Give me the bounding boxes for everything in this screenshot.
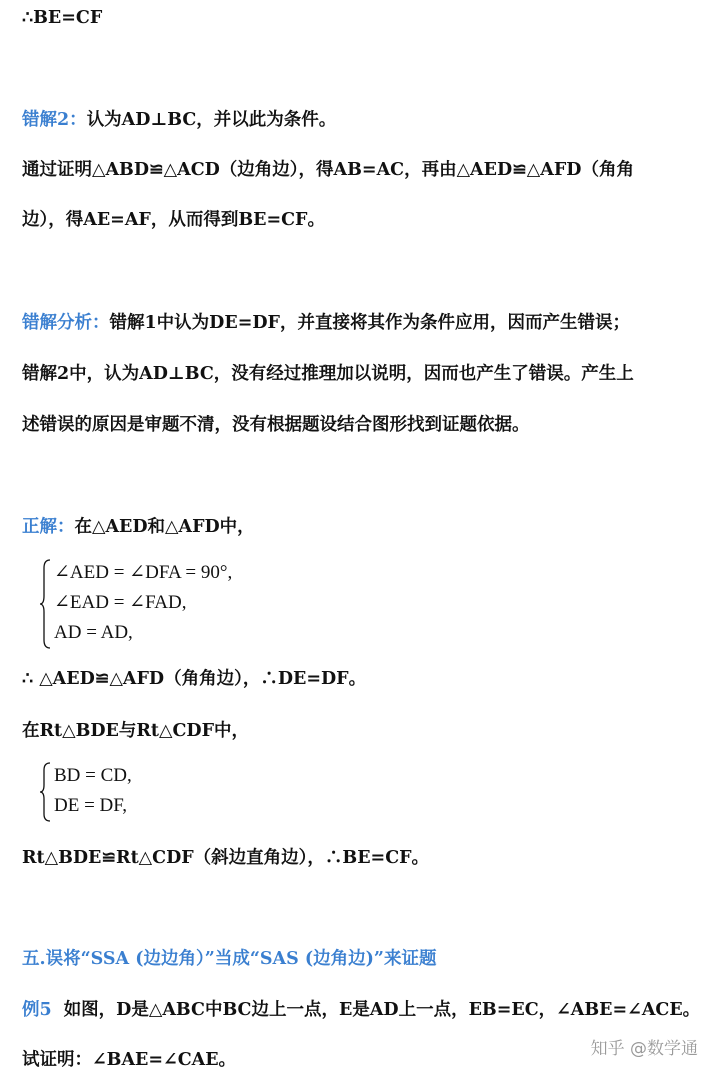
paragraph-line: 通过证明△ABD≌△ACD（边角边），得AB=AC，再由△AED≌△AFD（角角 [22,160,634,180]
example-label: 例5 [22,1000,52,1020]
paragraph-line: 错解2中，认为AD⊥BC，没有经过推理加以说明，因而也产生了错误。产生上 [22,364,634,384]
correct-solution-text: 在△AED和△AFD中， [74,517,255,537]
conclusion-line: ∴BE=CF [22,8,103,28]
equation-row: AD = AD, [54,622,133,643]
error-analysis-label: 错解分析： [22,313,110,333]
congruence-conclusion: ∴ △AED≌△AFD（角角边），∴DE=DF。 [22,669,367,689]
error-analysis-text: 错解1中认为DE=DF，并直接将其作为条件应用，因而产生错误； [109,313,630,333]
wrong-solution-2-label: 错解2： [22,110,87,130]
wrong-solution-2-text: 认为AD⊥BC，并以此为条件。 [86,110,337,130]
equation-row: ∠AED = ∠DFA = 90°, [54,562,233,583]
error-analysis [22,311,630,335]
equation-system-1 [40,558,232,650]
left-brace-icon [40,558,48,650]
congruence-conclusion: Rt△BDE≌Rt△CDF（斜边直角边），∴BE=CF。 [22,848,430,868]
correct-solution-label: 正解： [22,517,75,537]
prove-statement: 试证明：∠BAE=∠CAE。 [22,1050,237,1070]
paragraph-line: 述错误的原因是审题不清，没有根据题设结合图形找到证题依据。 [22,415,530,435]
correct-solution [22,515,255,539]
wrong-solution-2 [22,108,336,132]
paragraph-line: 边），得AE=AF，从而得到BE=CF。 [22,210,325,230]
example-5 [22,998,700,1022]
section-heading: 五.误将“SSA (边边角）”当成“SAS (边角边)”来证题 [22,949,437,969]
equation-system-2 [40,761,132,823]
watermark: 知乎 @数学通 [590,1039,698,1059]
equation-row: ∠EAD = ∠FAD, [54,592,187,613]
paragraph-line: 在Rt△BDE与Rt△CDF中， [22,721,250,741]
example-text: 如图，D是△ABC中BC边上一点，E是AD上一点，EB=EC，∠ABE=∠ACE。 [63,1000,701,1020]
equation-row: DE = DF, [54,795,128,816]
left-brace-icon [40,761,48,823]
equation-row: BD = CD, [54,765,132,786]
